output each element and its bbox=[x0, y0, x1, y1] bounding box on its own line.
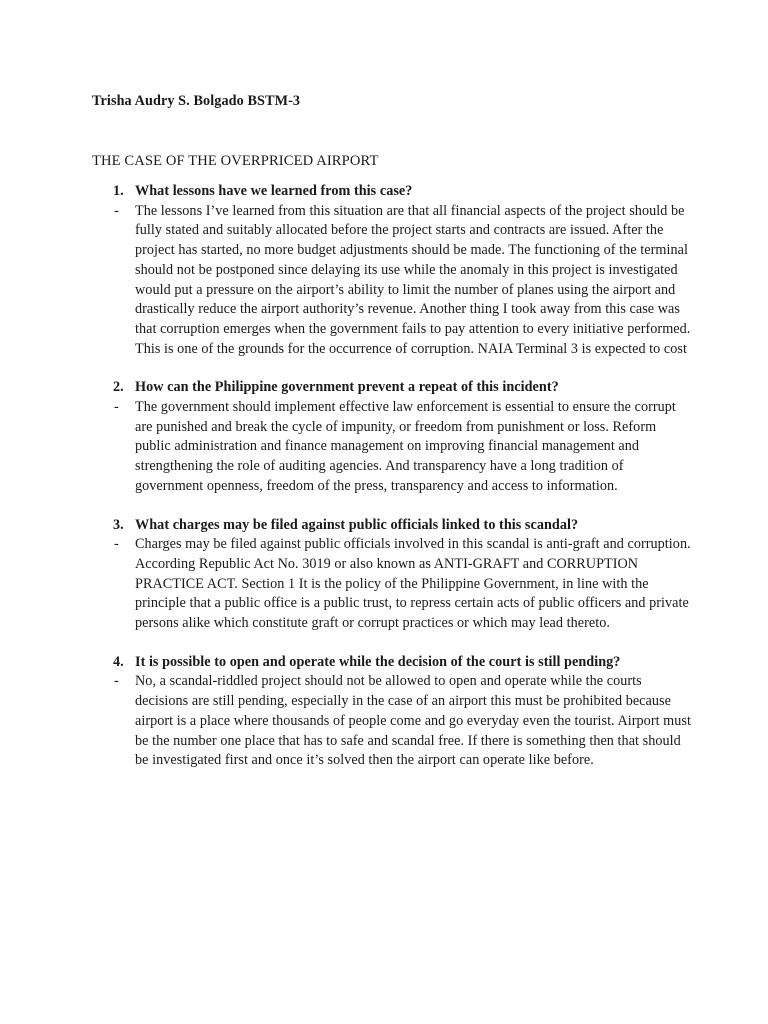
question bbox=[92, 182, 692, 202]
answer-dash: - bbox=[114, 673, 119, 690]
qa-item-2 bbox=[92, 378, 692, 496]
question-text: How can the Philippine government prevent a repeat of this incident? bbox=[135, 379, 559, 396]
question-text: What charges may be filed against public officials linked to this scandal? bbox=[135, 516, 579, 533]
answer-paragraph: According Republic Act No. 3019 or also known as ANTI-GRAFT and CORRUPTION PRACTICE ACT. Section 1 It is the policy of the Philippine Government, in line with the principle that a public office is a public trust, to repress certain acts of public officers and private persons alike which constitute graft or corrupt practices or which may lead thereto. bbox=[135, 555, 689, 632]
qa-item-4 bbox=[92, 653, 692, 771]
question-number: 1. bbox=[113, 183, 124, 199]
question-number: 4. bbox=[113, 653, 124, 670]
answer-paragraph: No, a scandal-riddled project should not be allowed to open and operate while the courts decisions are still pending, especially in the case of an airport this must be prohibited because airport is a place where thousands of people come and go everyday even the tourist. Airport must be the number one place that has to safe and scandal free. If there is something then that should be investigated first and once it’s solved then the airport can operate like before. bbox=[135, 673, 691, 769]
answer-dash: - bbox=[114, 399, 119, 416]
answer bbox=[92, 535, 692, 634]
question bbox=[92, 653, 692, 673]
answer-paragraph: Charges may be filed against public officials involved in this scandal is anti-graft and corruption. bbox=[135, 536, 691, 553]
question-text: What lessons have we learned from this case? bbox=[135, 183, 413, 199]
answer-paragraph: The lessons I’ve learned from this situation are that all financial aspects of the project should be fully stated and suitably allocated before the project starts and contracts are issued. After the project has started, no more budget adjustments should be made. The functioning of the terminal should not be postponed since delaying its use while the anomaly in this project is investigated would put a pressure on the airport’s ability to limit the number of planes using the airport and drastically reduce the airport authority’s revenue. Another thing I took away from this case was that corruption emerges when the government fails to pay attention to every initiative performed. This is one of the grounds for the occurrence of corruption. NAIA Terminal 3 is expected to cost bbox=[135, 202, 691, 357]
question bbox=[92, 516, 692, 536]
answer-paragraph: The government should implement effective law enforcement is essential to ensure the corrupt are punished and break the cycle of impunity, or freedom from punishment or loss. Reform public administration and finance management on improving financial management and strengthening the role of auditing agencies. And transparency have a long tradition of government openness, freedom of the press, transparency and access to information. bbox=[135, 399, 676, 494]
qa-item-3 bbox=[92, 516, 692, 634]
answer bbox=[92, 398, 692, 497]
question-text: It is possible to open and operate while the decision of the court is still pending? bbox=[135, 653, 621, 670]
question-number: 3. bbox=[113, 516, 124, 533]
answer-dash: - bbox=[114, 202, 119, 219]
author-line: Trisha Audry S. Bolgado BSTM-3 bbox=[92, 93, 301, 109]
qa-list bbox=[92, 182, 692, 771]
answer-dash: - bbox=[114, 536, 119, 553]
answer bbox=[92, 202, 692, 360]
qa-item-1 bbox=[92, 182, 692, 359]
question bbox=[92, 378, 692, 398]
question-number: 2. bbox=[113, 379, 124, 396]
answer bbox=[92, 672, 692, 771]
document-title: THE CASE OF THE OVERPRICED AIRPORT bbox=[92, 153, 379, 169]
